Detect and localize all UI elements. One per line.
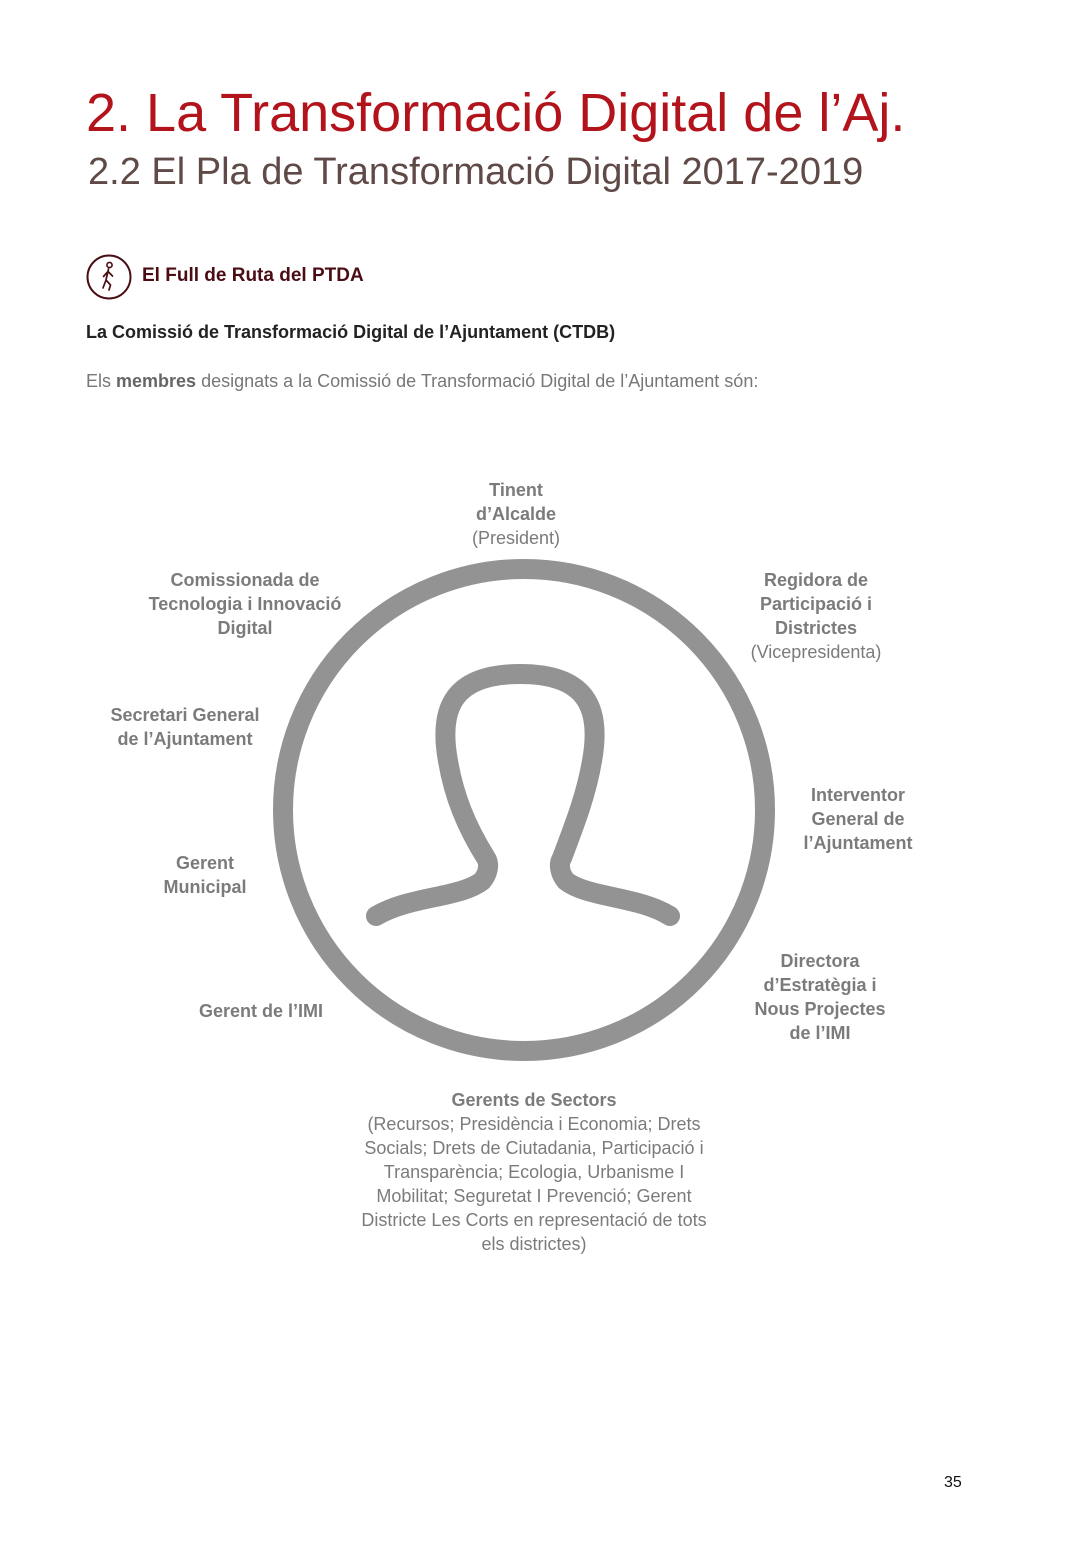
member-gerent-imi: Gerent de l’IMI [198, 1001, 324, 1021]
member-gerent-municipal: Gerent Municipal [163, 853, 247, 897]
page-subtitle: 2.2 El Pla de Transformació Digital 2017-2019 [88, 151, 864, 193]
user-silhouette-outline [376, 674, 670, 916]
section-heading: La Comissió de Transformació Digital de l’Ajuntament (CTDB) [86, 322, 616, 342]
page-number: 35 [944, 1474, 962, 1491]
walking-person-icon [86, 254, 132, 300]
member-tinent-alcalde: Tinent d’Alcalde (President) [471, 480, 561, 548]
member-comissionada: Comissionada de Tecnologia i Innovació Digital [148, 570, 342, 638]
member-directora: Directora d’Estratègia i Nous Projectes de l’IMI [754, 951, 886, 1043]
intro-emphasis: membres [116, 371, 197, 391]
member-gerents-sectors: Gerents de Sectors (Recursos; Presidència i Economia; Drets Socials; Drets de Ciutadania, Participació i Transparència; Ecologia, Urbanisme I Mobilitat; Seguretat I Prevenció; Gerent Districte Les Corts en representació de tots els districtes) [361, 1090, 707, 1254]
diagram-ring [283, 569, 765, 1051]
member-regidora: Regidora de Participació i Districtes (Vicepresidenta) [750, 570, 882, 662]
route-label: El Full de Ruta del PTDA [142, 265, 364, 286]
member-secretari: Secretari General de l’Ajuntament [110, 705, 260, 749]
member-interventor: Interventor General de l’Ajuntament [803, 785, 913, 853]
page-title: 2. La Transformació Digital de l’Aj. [86, 83, 906, 143]
intro-text: Els membres designats a la Comissió de Transformació Digital de l’Ajuntament són: [86, 371, 759, 391]
